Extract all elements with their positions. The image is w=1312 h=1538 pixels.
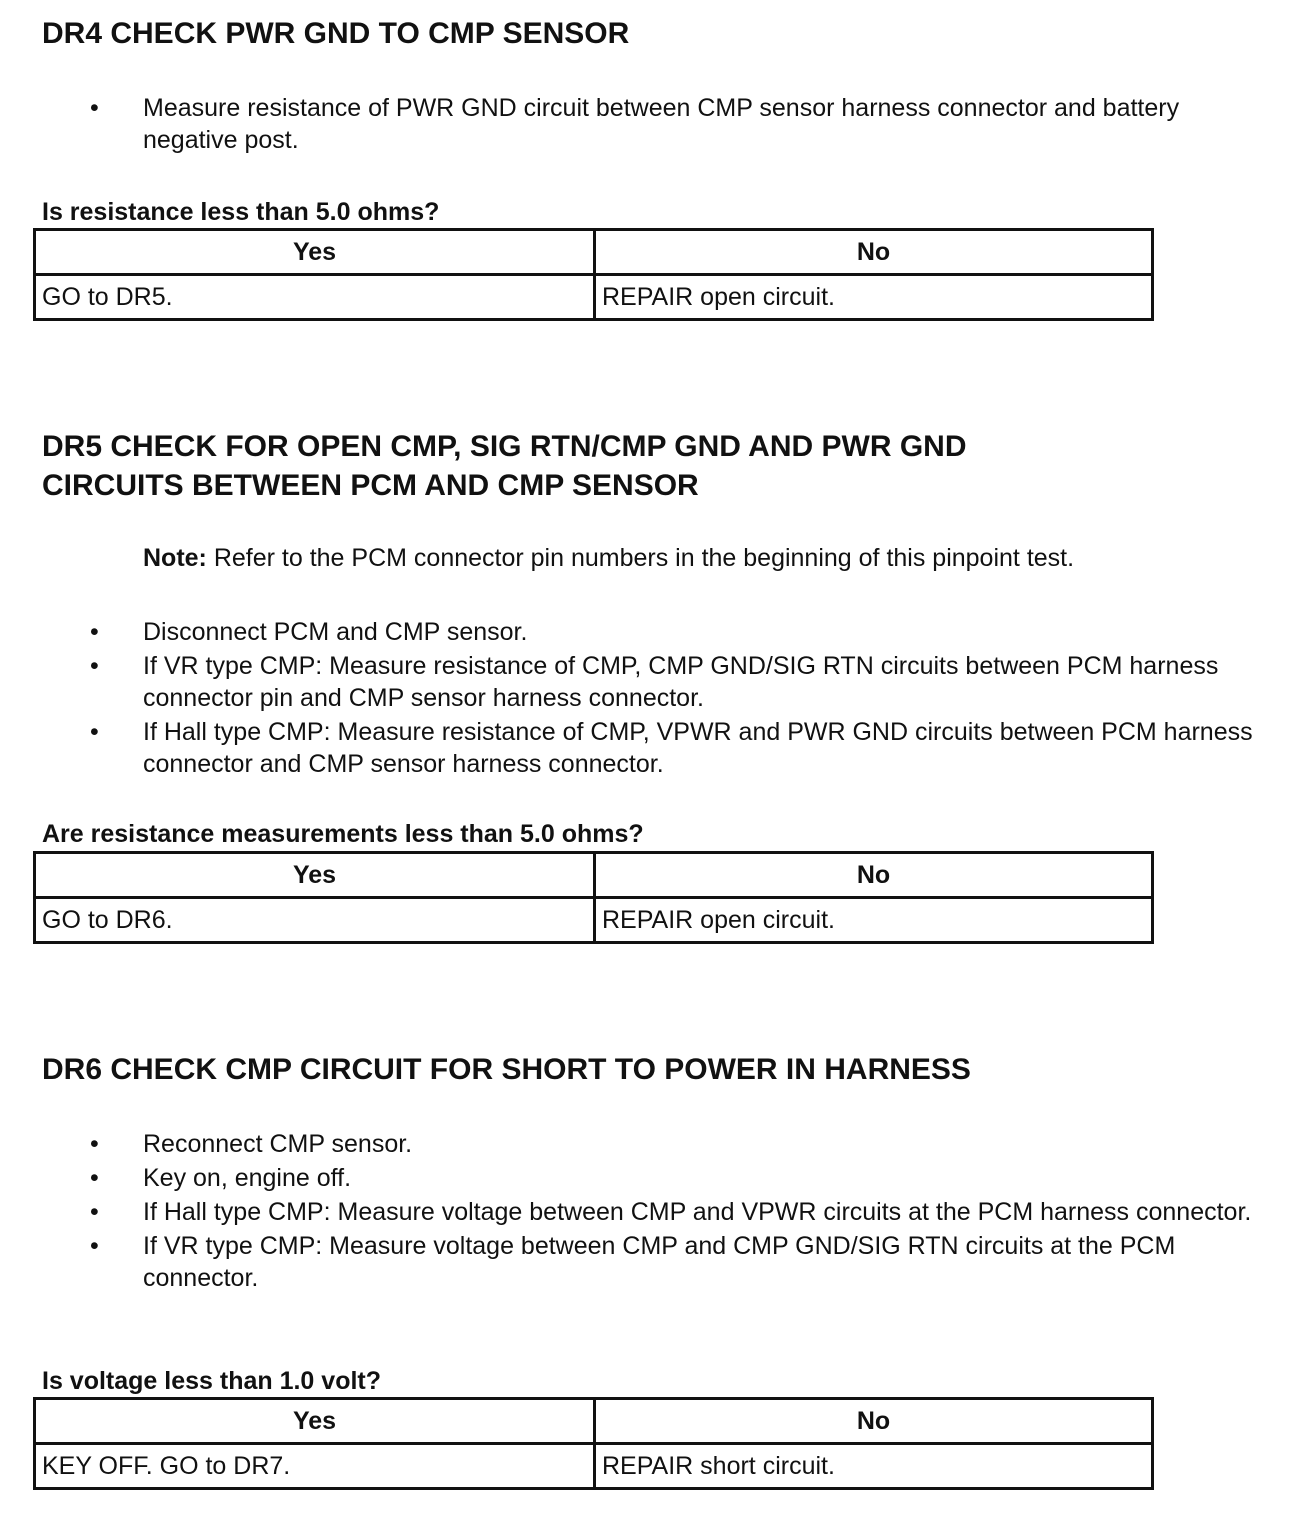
bullet-list [0,616,1253,782]
table-header-row [35,853,1153,898]
bullet-list [0,1128,1253,1296]
note-label: Note: [143,544,207,572]
table-row [35,1444,1153,1489]
list-item: • If VR type CMP: Measure resistance of CMP, CMP GND/SIG RTN circuits between PCM harness connector pin and CMP sensor harness connector. [0,650,1253,714]
note-text: Refer to the PCM connector pin numbers in the beginning of this pinpoint test. [206,544,1075,572]
section-heading [42,427,967,505]
list-item: • If VR type CMP: Measure voltage between CMP and CMP GND/SIG RTN circuits at the PCM connector. [0,1230,1253,1294]
table-header-row [35,230,1153,275]
question: Is resistance less than 5.0 ohms? [42,198,440,226]
yes-header: Yes [35,1399,595,1444]
yes-header: Yes [35,230,595,275]
heading-line: DR5 CHECK FOR OPEN CMP, SIG RTN/CMP GND AND PWR GND [42,430,967,463]
question: Is voltage less than 1.0 volt? [42,1367,382,1395]
yes-header: Yes [35,853,595,898]
yes-no-table [33,1397,1154,1490]
yes-no-table [33,228,1154,321]
no-action: REPAIR open circuit. [595,275,1153,320]
table-row [35,275,1153,320]
no-header: No [595,853,1153,898]
list-item: • If Hall type CMP: Measure resistance of CMP, VPWR and PWR GND circuits between PCM harness connector and CMP sensor harness connector. [0,716,1253,780]
table-header-row [35,1399,1153,1444]
no-header: No [595,1399,1153,1444]
list-item: • Measure resistance of PWR GND circuit between CMP sensor harness connector and battery negative post. [0,92,1253,156]
list-item: • Reconnect CMP sensor. [0,1128,1253,1160]
list-item: • Disconnect PCM and CMP sensor. [0,616,1253,648]
yes-action: KEY OFF. GO to DR7. [35,1444,595,1489]
section-heading [42,1050,971,1089]
note [143,542,1074,575]
heading-line: DR6 CHECK CMP CIRCUIT FOR SHORT TO POWER IN HARNESS [42,1053,971,1086]
yes-no-table [33,851,1154,944]
no-action: REPAIR short circuit. [595,1444,1153,1489]
bullet-list [0,92,1253,158]
heading-line: CIRCUITS BETWEEN PCM AND CMP SENSOR [42,469,699,502]
yes-action: GO to DR6. [35,898,595,943]
no-action: REPAIR open circuit. [595,898,1153,943]
no-header: No [595,230,1153,275]
section-heading [42,14,629,53]
table-row [35,898,1153,943]
heading-line: DR4 CHECK PWR GND TO CMP SENSOR [42,17,630,50]
question: Are resistance measurements less than 5.0 ohms? [42,820,644,848]
list-item: • Key on, engine off. [0,1162,1253,1194]
list-item: • If Hall type CMP: Measure voltage between CMP and VPWR circuits at the PCM harness connector. [0,1196,1253,1228]
yes-action: GO to DR5. [35,275,595,320]
